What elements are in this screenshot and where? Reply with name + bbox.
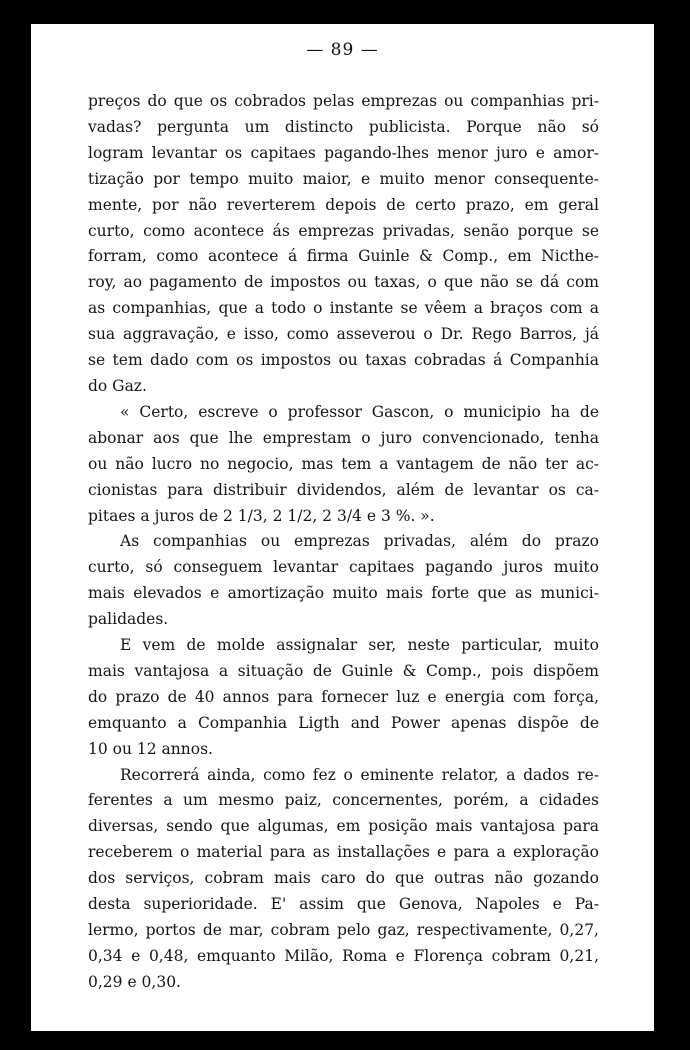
text-line: do Gaz. xyxy=(88,376,147,395)
paragraph xyxy=(88,400,599,530)
paragraph xyxy=(88,633,599,763)
text-line: sua aggravação, e isso, como asseverou o Dr. Rego Barros, já xyxy=(88,325,599,344)
body-text xyxy=(88,89,599,996)
text-line: receberem o material para as installações e para a exploração xyxy=(88,843,599,862)
paragraph xyxy=(88,89,599,400)
page-number: — 89 — xyxy=(306,40,379,60)
text-line: se tem dado com os impostos ou taxas cobradas á Companhia xyxy=(88,351,599,370)
text-line: mais elevados e amortização muito mais forte que as munici- xyxy=(88,584,599,603)
text-line: vadas? pergunta um distincto publicista. Porque não só xyxy=(88,117,599,136)
text-line: lermo, portos de mar, cobram pelo gaz, respectivamente, 0,27, xyxy=(88,921,599,939)
text-line: palidades. xyxy=(88,610,169,629)
text-line: « Certo, escreve o professor Gascon, o municipio ha de xyxy=(120,402,599,421)
text-line: logram levantar os capitaes pagando-lhes menor juro e amor- xyxy=(88,143,599,162)
text-line: As companhias ou emprezas privadas, além do prazo xyxy=(120,532,599,551)
text-line: cionistas para distribuir dividendos, além de levantar os ca- xyxy=(88,480,599,499)
text-line: curto, como acontece ás emprezas privadas, senão porque se xyxy=(88,221,599,240)
text-line: ferentes a um mesmo paiz, concernentes, porém, a cidades xyxy=(88,791,599,810)
text-line: tização por tempo muito maior, e muito menor consequente- xyxy=(88,169,599,188)
text-line: Recorrerá ainda, como fez o eminente relator, a dados re- xyxy=(120,765,599,784)
paragraph xyxy=(88,763,599,996)
text-line: 0,29 e 0,30. xyxy=(88,972,181,991)
text-line: do prazo de 40 annos para fornecer luz e energia com força, xyxy=(88,687,599,706)
text-line: forram, como acontece á firma Guinle & Comp., em Nicthe- xyxy=(88,247,599,266)
text-line: mente, por não reverterem depois de certo prazo, em geral xyxy=(88,195,599,214)
text-line: preços do que os cobrados pelas emprezas ou companhias pri- xyxy=(88,92,599,110)
text-line: diversas, sendo que algumas, em posição mais vantajosa para xyxy=(88,817,599,836)
book-page xyxy=(31,24,654,1031)
text-line: desta superioridade. E' assim que Genova, Napoles e Pa- xyxy=(88,895,599,914)
text-line: 10 ou 12 annos. xyxy=(88,739,213,758)
paragraph xyxy=(88,529,599,633)
text-line: pitaes a juros de 2 1/3, 2 1/2, 2 3/4 e 3 %. ». xyxy=(88,506,435,525)
text-line: E vem de molde assignalar ser, neste particular, muito xyxy=(120,636,599,655)
text-line: abonar aos que lhe emprestam o juro convencionado, tenha xyxy=(88,428,599,447)
text-line: dos serviços, cobram mais caro do que outras não gozando xyxy=(88,869,599,888)
text-line: roy, ao pagamento de impostos ou taxas, o que não se dá com xyxy=(88,273,599,292)
text-line: 0,34 e 0,48, emquanto Milão, Roma e Florença cobram 0,21, xyxy=(88,946,599,965)
text-line: as companhias, que a todo o instante se vêem a braços com a xyxy=(88,299,599,318)
text-line: ou não lucro no negocio, mas tem a vantagem de não ter ac- xyxy=(88,454,599,473)
text-line: mais vantajosa a situação de Guinle & Comp., pois dispõem xyxy=(88,661,599,680)
text-line: curto, só conseguem levantar capitaes pagando juros muito xyxy=(88,558,599,577)
text-line: emquanto a Companhia Ligth and Power apenas dispõe de xyxy=(88,713,599,732)
